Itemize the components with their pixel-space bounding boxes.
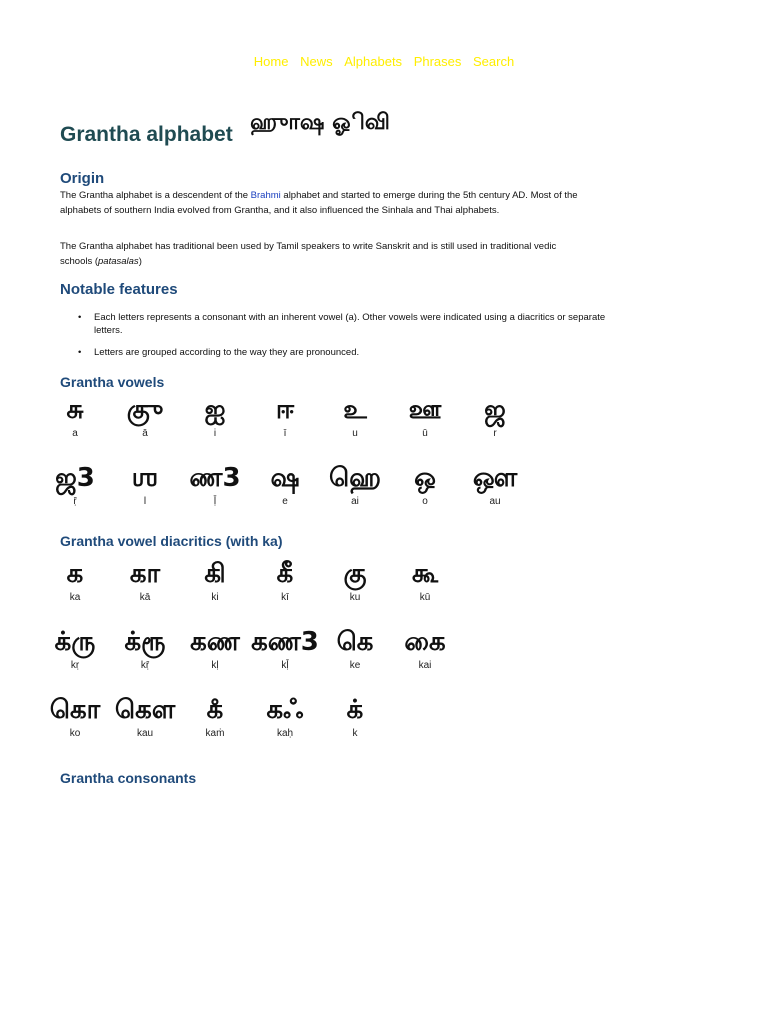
letter-transliteration: kā [139, 592, 151, 603]
diacritics-heading: Grantha vowel diacritics (with ka) [60, 533, 283, 549]
letter-cell [40, 461, 110, 507]
letter-cell [320, 557, 390, 603]
patasalas-term: patasalas [98, 255, 139, 267]
letter-transliteration: ku [349, 592, 361, 603]
letter-glyph: ஐ [204, 395, 226, 425]
vowels-heading: Grantha vowels [60, 374, 165, 390]
letter-transliteration: ū [422, 428, 428, 439]
letter-cell [40, 625, 110, 671]
consonants-heading: Grantha consonants [60, 770, 197, 786]
nav-alphabets[interactable]: Alphabets [344, 54, 403, 69]
letter-glyph: ஈ [275, 395, 295, 425]
letter-glyph: கஂ [206, 695, 224, 725]
nav-home[interactable]: Home [253, 54, 289, 69]
letter-transliteration: ko [69, 728, 81, 739]
letter-transliteration: kṛ [70, 660, 80, 671]
page-title: Grantha alphabet [60, 123, 233, 146]
letter-cell [180, 693, 250, 739]
letter-cell [460, 461, 530, 507]
letter-transliteration: ḹ [213, 496, 217, 507]
letter-glyph: கெ [336, 627, 374, 657]
letter-transliteration: o [422, 496, 428, 507]
origin-paragraph-1 [60, 189, 580, 218]
letter-transliteration: a [72, 428, 78, 439]
letter-glyph: க்ரு [54, 627, 96, 657]
letter-glyph: கூ [411, 559, 439, 589]
letter-transliteration: kaḥ [276, 728, 294, 739]
letter-cell [40, 393, 110, 439]
letter-cell [180, 461, 250, 507]
origin-heading: Origin [60, 170, 105, 187]
letter-glyph: கொ [49, 695, 101, 725]
letter-cell [320, 461, 390, 507]
letter-cell [250, 625, 320, 671]
letter-cell [320, 693, 390, 739]
letter-transliteration: kaṁ [205, 728, 225, 739]
letter-transliteration: kḹ [281, 660, 289, 671]
letter-glyph: ஊ [408, 395, 442, 425]
letter-glyph: உ [343, 395, 367, 425]
nav-phrases[interactable]: Phrases [413, 54, 462, 69]
letter-transliteration: kī [281, 592, 289, 603]
letter-transliteration: k [352, 728, 358, 739]
title-in-grantha: ஹுாஷ ஓிவி [250, 110, 390, 135]
letter-glyph: கண3 [251, 627, 319, 657]
letter-cell [180, 393, 250, 439]
letter-cell [390, 393, 460, 439]
letter-cell [110, 461, 180, 507]
letter-cell [250, 393, 320, 439]
letter-glyph: கண [190, 627, 240, 657]
letter-transliteration: e [282, 496, 288, 507]
letter-cell [390, 557, 460, 603]
origin-p1-after: alphabet and started to emerge during the 5th century AD. Most of the alphabets of southern India evolved from Grantha, and it also influenced the Sinhala and Thai alphabets. [60, 190, 578, 216]
letter-transliteration: ai [351, 496, 359, 507]
nav-search[interactable]: Search [473, 54, 515, 69]
letter-glyph: கை [404, 627, 446, 657]
letter-transliteration: kū [419, 592, 431, 603]
letter-glyph: ஜ3 [55, 463, 95, 493]
letter-cell [110, 393, 180, 439]
letter-cell [320, 393, 390, 439]
letter-cell [110, 557, 180, 603]
letter-glyph: ண3 [189, 463, 241, 493]
letter-transliteration: kṝ [140, 660, 150, 671]
letter-cell [180, 557, 250, 603]
letter-cell [250, 693, 320, 739]
letter-glyph: கீ [276, 559, 294, 589]
letter-transliteration: au [489, 496, 501, 507]
title-row [60, 110, 620, 150]
letter-cell [390, 625, 460, 671]
letter-glyph: கி [204, 559, 226, 589]
nav-news[interactable]: News [300, 54, 333, 69]
letter-cell [250, 461, 320, 507]
letter-cell [320, 625, 390, 671]
letter-glyph: குு [126, 395, 164, 425]
letter-cell [110, 625, 180, 671]
letter-glyph: ஔ [472, 463, 518, 493]
list-item: • Letters are grouped according to the way they are pronounced. [74, 346, 614, 359]
letter-transliteration: ki [211, 592, 219, 603]
letter-cell [250, 557, 320, 603]
letter-glyph: ஷ [270, 463, 300, 493]
letter-glyph: ஒ [414, 463, 436, 493]
letter-transliteration: kai [418, 660, 432, 671]
origin-p1-before: The Grantha alphabet is a descendent of the [60, 190, 251, 201]
letter-transliteration: i [213, 428, 217, 439]
letter-glyph: க் [346, 695, 364, 725]
letter-cell [390, 461, 460, 507]
letter-transliteration: l [143, 496, 147, 507]
letter-cell [40, 557, 110, 603]
letter-glyph: க [66, 559, 84, 589]
features-heading: Notable features [60, 281, 178, 298]
list-item: • Each letters represents a consonant with an inherent vowel (a). Other vowels were indicated using a diacritics or separate letters. [74, 311, 614, 337]
letter-glyph: ஶ [131, 463, 159, 493]
letter-transliteration: ā [142, 428, 148, 439]
letter-glyph: ஹெ [328, 463, 382, 493]
letter-transliteration: ṝ [73, 496, 77, 507]
letter-transliteration: u [352, 428, 358, 439]
letter-transliteration: kḷ [211, 660, 219, 671]
origin-paragraph-2 [60, 240, 580, 269]
letter-transliteration: ī [283, 428, 287, 439]
origin-p2-before: The Grantha alphabet has traditional been used by Tamil speakers to write Sanskrit and is still used in traditional vedic schools ( [60, 241, 557, 267]
letter-transliteration: ka [69, 592, 81, 603]
letter-transliteration: ke [349, 660, 361, 671]
letter-glyph: கௌ [114, 695, 176, 725]
letter-glyph: க்ரூ [124, 627, 166, 657]
features-list [60, 311, 614, 368]
letter-glyph: ஜ [484, 395, 506, 425]
top-nav [0, 54, 768, 69]
letter-cell [40, 693, 110, 739]
brahmi-link[interactable]: Brahmi [250, 190, 281, 201]
letter-transliteration: kau [136, 728, 154, 739]
origin-p2-after: ) [138, 255, 142, 267]
letter-glyph: சு [66, 395, 84, 425]
letter-transliteration: r [493, 428, 497, 439]
letter-cell [110, 693, 180, 739]
letter-cell [180, 625, 250, 671]
letter-glyph: கு [343, 559, 367, 589]
letter-glyph: கா [129, 559, 161, 589]
letter-cell [460, 393, 530, 439]
letter-glyph: கஃ [266, 695, 304, 725]
